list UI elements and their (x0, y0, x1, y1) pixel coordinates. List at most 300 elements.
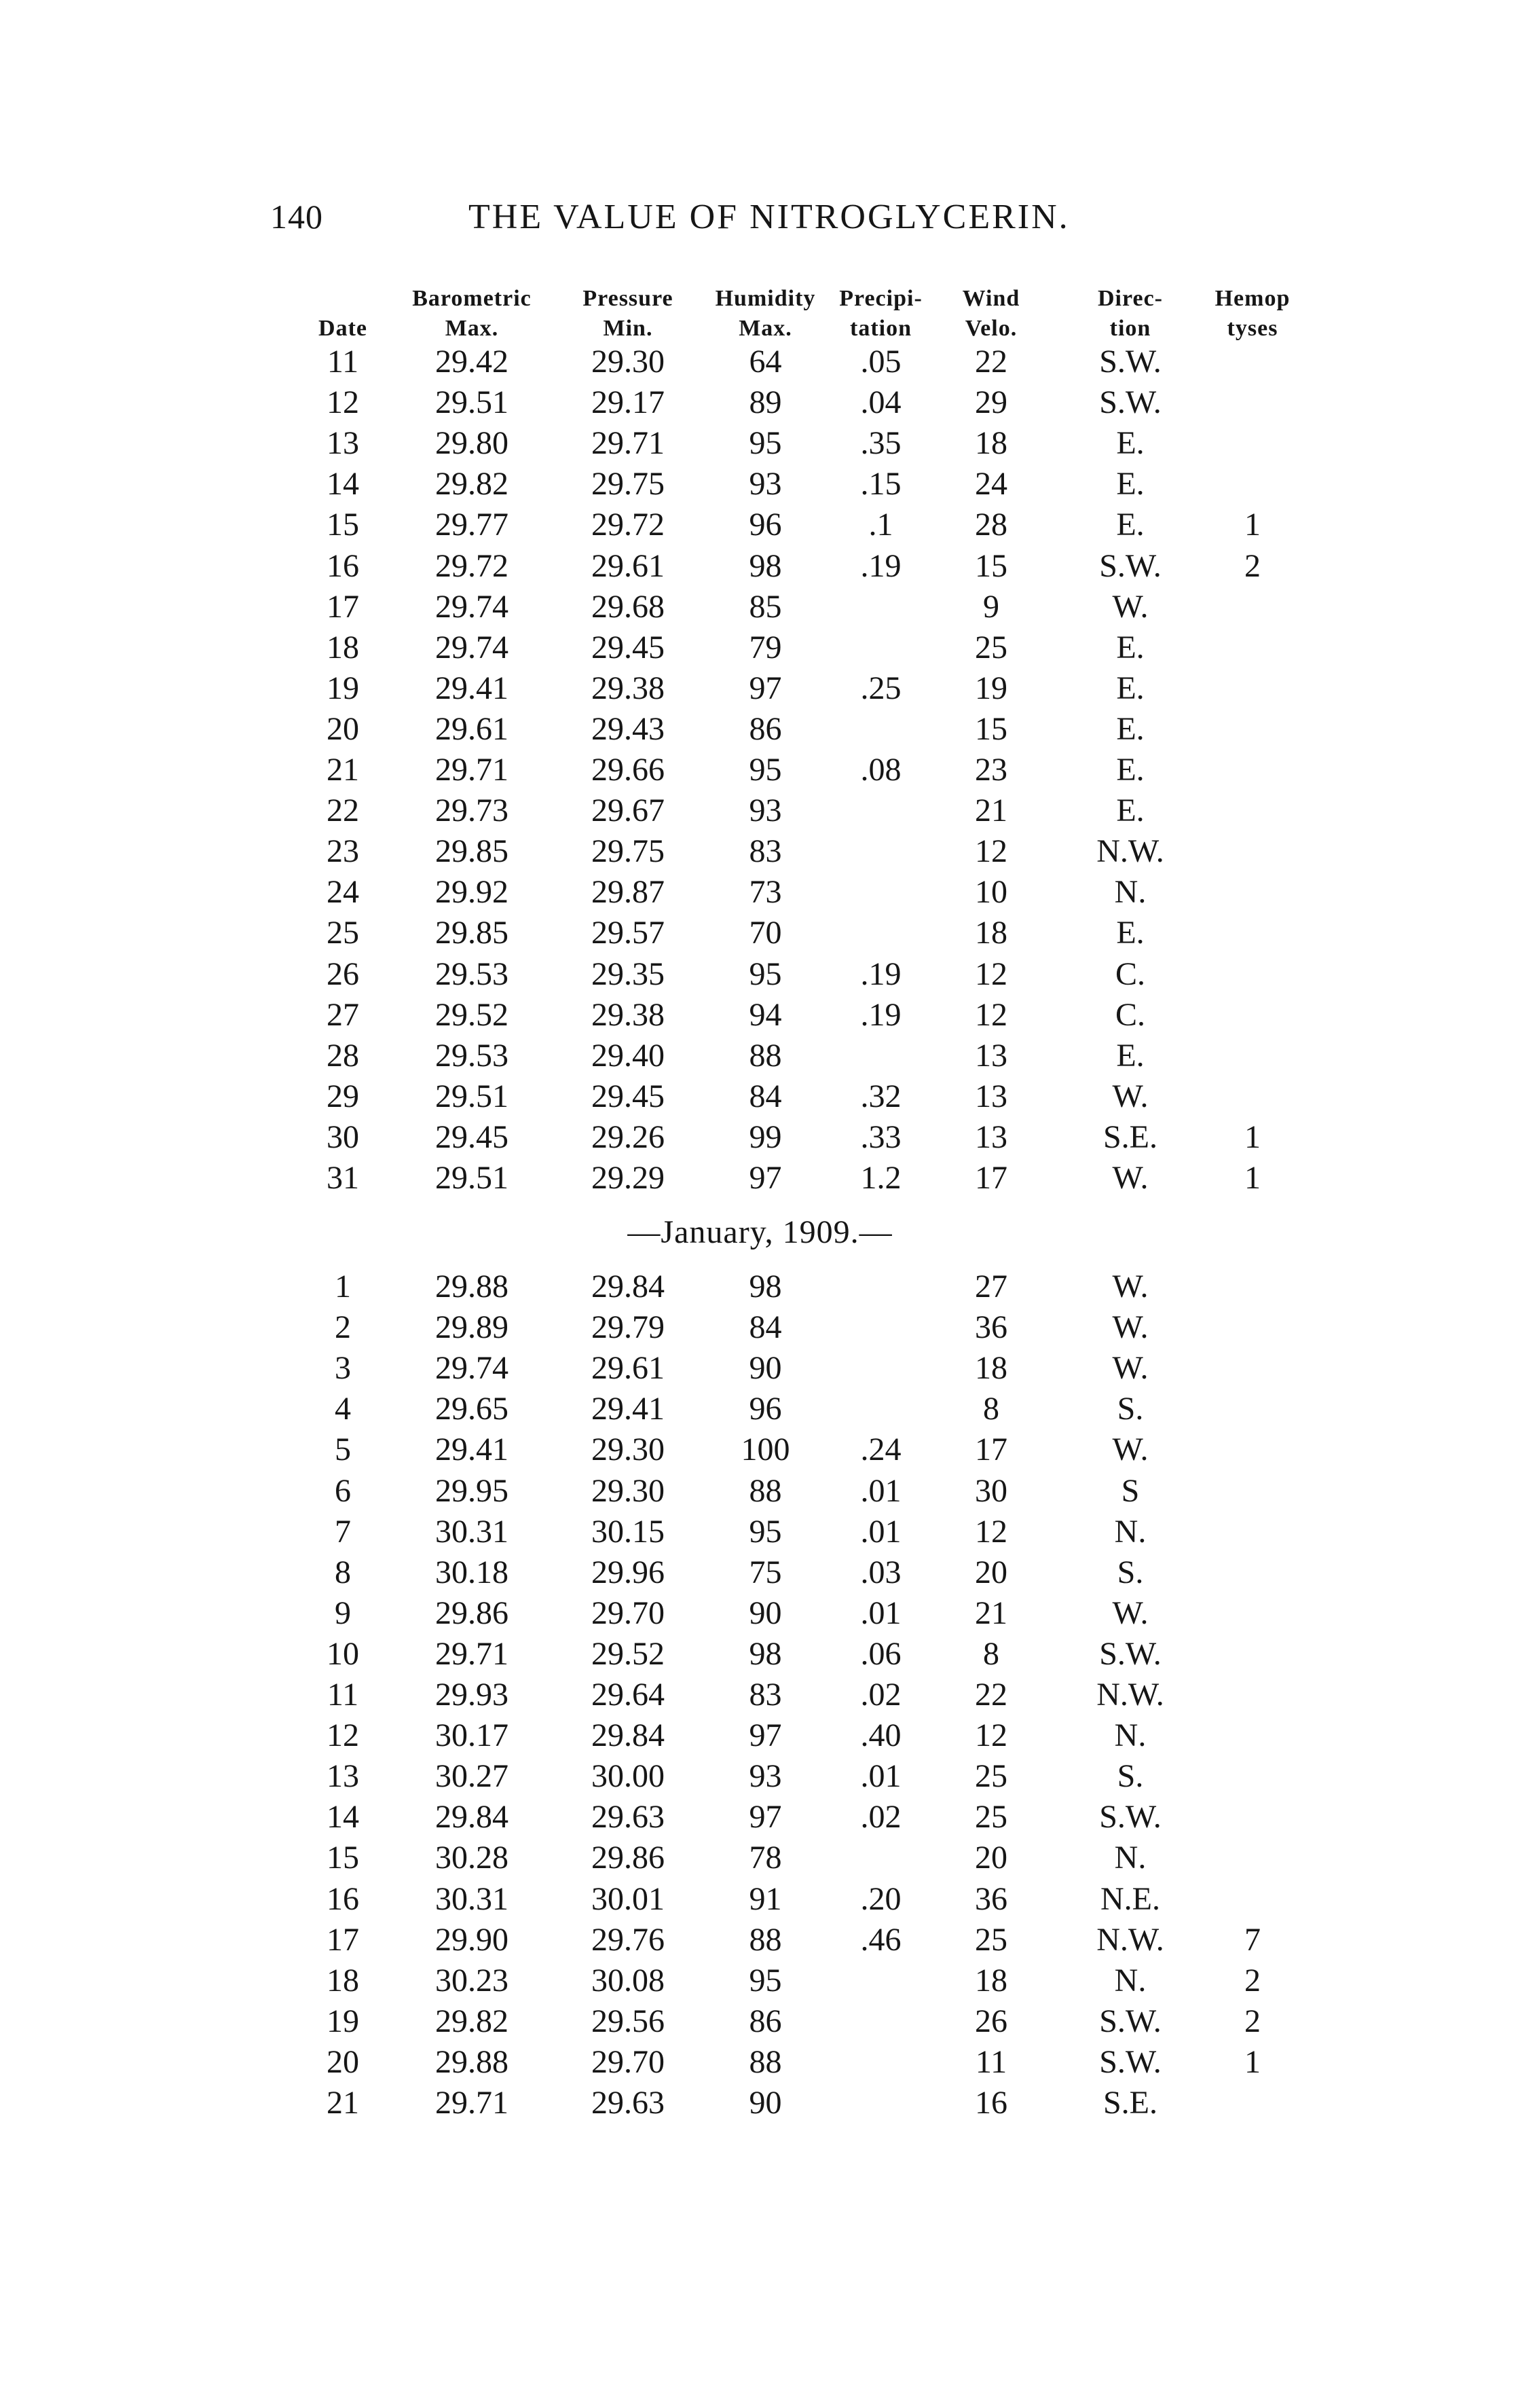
cell-barometric-max: 29.84 (435, 1799, 508, 1836)
cell-pressure-min: 29.87 (591, 874, 665, 911)
cell-date: 20 (327, 2043, 359, 2080)
cell-direction: C. (1115, 996, 1145, 1033)
cell-date: 21 (327, 2085, 359, 2121)
cell-barometric-max: 30.18 (435, 1554, 508, 1590)
cell-humidity-max: 97 (749, 1717, 782, 1754)
column-header-wind-velocity (937, 284, 1045, 344)
cell-pressure-min: 29.45 (591, 1078, 665, 1114)
cell-precipitation: .02 (860, 1677, 902, 1713)
table-row (0, 668, 1520, 709)
cell-date: 25 (327, 915, 359, 951)
cell-barometric-max: 29.51 (435, 1078, 508, 1114)
cell-date: 28 (327, 1037, 359, 1074)
table-row (0, 2042, 1520, 2083)
cell-date: 20 (327, 710, 359, 747)
cell-pressure-min: 29.79 (591, 1309, 665, 1346)
cell-precipitation: .25 (860, 670, 902, 706)
cell-humidity-max: 73 (749, 874, 782, 911)
cell-date: 1 (335, 1269, 351, 1305)
cell-barometric-max: 29.82 (435, 466, 508, 503)
cell-wind-velocity: 25 (975, 1758, 1007, 1795)
cell-wind-velocity: 18 (975, 1962, 1007, 1999)
cell-barometric-max: 29.74 (435, 588, 508, 625)
cell-precipitation: .01 (860, 1758, 902, 1795)
table-row (0, 587, 1520, 627)
cell-direction: S. (1117, 1554, 1144, 1590)
cell-wind-velocity: 13 (975, 1078, 1007, 1114)
cell-direction: W. (1112, 588, 1149, 625)
table-row (0, 1429, 1520, 1470)
table-row (0, 1838, 1520, 1878)
cell-hemoptyses: 1 (1244, 507, 1261, 543)
cell-date: 29 (327, 1078, 359, 1114)
cell-humidity-max: 84 (749, 1078, 782, 1114)
cell-barometric-max: 29.88 (435, 2043, 508, 2080)
table-row (0, 1756, 1520, 1797)
cell-pressure-min: 29.52 (591, 1635, 665, 1672)
cell-direction: S.W. (1099, 1635, 1162, 1672)
cell-date: 31 (327, 1160, 359, 1196)
cell-barometric-max: 29.52 (435, 996, 508, 1033)
cell-direction: E. (1116, 915, 1145, 951)
cell-date: 14 (327, 1799, 359, 1836)
cell-humidity-max: 91 (749, 1880, 782, 1917)
cell-humidity-max: 96 (749, 507, 782, 543)
table-row (0, 627, 1520, 668)
cell-pressure-min: 30.01 (591, 1880, 665, 1917)
table-row (0, 1715, 1520, 1756)
cell-precipitation: .32 (860, 1078, 902, 1114)
cell-hemoptyses: 7 (1244, 1921, 1261, 1958)
cell-wind-velocity: 22 (975, 1677, 1007, 1713)
cell-pressure-min: 29.72 (591, 507, 665, 543)
table-row (0, 790, 1520, 831)
cell-humidity-max: 95 (749, 955, 782, 992)
cell-wind-velocity: 18 (975, 1350, 1007, 1387)
cell-direction: E. (1116, 670, 1145, 706)
column-header-pressure-min-line-2: Min. (603, 316, 653, 341)
table-row (0, 1076, 1520, 1117)
cell-barometric-max: 30.31 (435, 1513, 508, 1550)
cell-date: 26 (327, 955, 359, 992)
cell-wind-velocity: 12 (975, 833, 1007, 870)
table-row (0, 1117, 1520, 1158)
cell-direction: S (1121, 1472, 1140, 1509)
cell-barometric-max: 29.45 (435, 1118, 508, 1155)
cell-wind-velocity: 24 (975, 466, 1007, 503)
cell-barometric-max: 29.53 (435, 955, 508, 992)
cell-pressure-min: 29.29 (591, 1160, 665, 1196)
cell-wind-velocity: 19 (975, 670, 1007, 706)
table-row (0, 750, 1520, 790)
cell-date: 21 (327, 752, 359, 788)
cell-direction: N. (1114, 1962, 1147, 1999)
cell-direction: S.W. (1099, 547, 1162, 584)
cell-humidity-max: 95 (749, 425, 782, 462)
table-row (0, 464, 1520, 505)
cell-barometric-max: 29.71 (435, 2085, 508, 2121)
cell-pressure-min: 29.96 (591, 1554, 665, 1590)
cell-precipitation: .19 (860, 547, 902, 584)
table-row (0, 913, 1520, 953)
column-header-pressure-min-line-1: Pressure (582, 286, 673, 311)
cell-direction: C. (1115, 955, 1145, 992)
cell-pressure-min: 29.45 (591, 629, 665, 665)
cell-barometric-max: 29.71 (435, 752, 508, 788)
cell-barometric-max: 29.41 (435, 670, 508, 706)
cell-wind-velocity: 15 (975, 710, 1007, 747)
cell-barometric-max: 29.53 (435, 1037, 508, 1074)
table-row (0, 1471, 1520, 1512)
cell-humidity-max: 90 (749, 2085, 782, 2121)
cell-pressure-min: 29.41 (591, 1391, 665, 1427)
cell-wind-velocity: 18 (975, 425, 1007, 462)
cell-direction: E. (1116, 507, 1145, 543)
column-header-hemoptyses-line-2: tyses (1227, 316, 1278, 341)
cell-pressure-min: 29.26 (591, 1118, 665, 1155)
column-header-direction-line-1: Direc- (1098, 286, 1163, 311)
cell-humidity-max: 64 (749, 344, 782, 380)
cell-direction: W. (1112, 1350, 1149, 1387)
cell-barometric-max: 30.27 (435, 1758, 508, 1795)
table-row (0, 1634, 1520, 1675)
cell-direction: S.W. (1099, 344, 1162, 380)
cell-direction: S.W. (1099, 2003, 1162, 2039)
cell-wind-velocity: 27 (975, 1269, 1007, 1305)
cell-precipitation: .46 (860, 1921, 902, 1958)
cell-precipitation: .01 (860, 1513, 902, 1550)
cell-pressure-min: 29.75 (591, 466, 665, 503)
cell-precipitation: .35 (860, 425, 902, 462)
cell-pressure-min: 29.43 (591, 710, 665, 747)
column-header-humidity-max-line-2: Max. (739, 316, 792, 341)
cell-date: 12 (327, 384, 359, 421)
cell-humidity-max: 100 (741, 1431, 790, 1468)
cell-barometric-max: 29.65 (435, 1391, 508, 1427)
cell-pressure-min: 29.38 (591, 670, 665, 706)
cell-humidity-max: 98 (749, 1635, 782, 1672)
cell-wind-velocity: 11 (975, 2043, 1007, 2080)
cell-pressure-min: 29.76 (591, 1921, 665, 1958)
cell-date: 6 (335, 1472, 351, 1509)
cell-direction: S.W. (1099, 2043, 1162, 2080)
cell-direction: E. (1116, 425, 1145, 462)
cell-humidity-max: 98 (749, 1269, 782, 1305)
cell-pressure-min: 29.63 (591, 1799, 665, 1836)
cell-wind-velocity: 17 (975, 1160, 1007, 1196)
cell-direction: W. (1112, 1078, 1149, 1114)
cell-humidity-max: 88 (749, 1037, 782, 1074)
cell-direction: W. (1112, 1269, 1149, 1305)
cell-wind-velocity: 8 (983, 1635, 999, 1672)
cell-barometric-max: 29.71 (435, 1635, 508, 1672)
table-row (0, 872, 1520, 913)
cell-wind-velocity: 28 (975, 507, 1007, 543)
table-row (0, 342, 1520, 382)
cell-precipitation: .08 (860, 752, 902, 788)
column-header-precipitation (825, 284, 937, 344)
column-header-direction (1049, 284, 1212, 344)
page-number: 140 (270, 198, 323, 236)
cell-barometric-max: 29.86 (435, 1594, 508, 1631)
cell-humidity-max: 95 (749, 1962, 782, 1999)
table-row (0, 1512, 1520, 1552)
cell-wind-velocity: 17 (975, 1431, 1007, 1468)
cell-barometric-max: 29.93 (435, 1677, 508, 1713)
cell-precipitation: .40 (860, 1717, 902, 1754)
cell-date: 5 (335, 1431, 351, 1468)
cell-direction: E. (1116, 710, 1145, 747)
table-row (0, 423, 1520, 464)
cell-pressure-min: 30.08 (591, 1962, 665, 1999)
table-row (0, 1266, 1520, 1307)
cell-direction: N.E. (1100, 1880, 1160, 1917)
cell-humidity-max: 93 (749, 1758, 782, 1795)
table-row (0, 954, 1520, 995)
cell-barometric-max: 29.89 (435, 1309, 508, 1346)
cell-date: 17 (327, 1921, 359, 1958)
cell-pressure-min: 29.30 (591, 1431, 665, 1468)
page-title: THE VALUE OF NITROGLYCERIN. (468, 198, 1070, 236)
cell-humidity-max: 93 (749, 466, 782, 503)
cell-date: 13 (327, 1758, 359, 1795)
cell-direction: S.W. (1099, 1799, 1162, 1836)
cell-date: 18 (327, 1962, 359, 1999)
cell-date: 7 (335, 1513, 351, 1550)
cell-pressure-min: 29.38 (591, 996, 665, 1033)
cell-date: 15 (327, 507, 359, 543)
cell-direction: N.W. (1096, 1677, 1164, 1713)
cell-humidity-max: 97 (749, 670, 782, 706)
cell-humidity-max: 83 (749, 1677, 782, 1713)
cell-date: 9 (335, 1594, 351, 1631)
cell-wind-velocity: 9 (983, 588, 999, 625)
column-header-wind-velocity-line-1: Wind (962, 286, 1020, 311)
cell-humidity-max: 97 (749, 1799, 782, 1836)
cell-humidity-max: 84 (749, 1309, 782, 1346)
cell-direction: N.W. (1096, 833, 1164, 870)
table-row (0, 1348, 1520, 1389)
column-header-barometric-max-line-1: Barometric (412, 286, 532, 311)
cell-humidity-max: 79 (749, 629, 782, 665)
cell-barometric-max: 29.61 (435, 710, 508, 747)
column-header-date (292, 314, 394, 344)
cell-wind-velocity: 22 (975, 344, 1007, 380)
cell-date: 16 (327, 1880, 359, 1917)
cell-pressure-min: 29.30 (591, 344, 665, 380)
cell-date: 16 (327, 547, 359, 584)
cell-date: 30 (327, 1118, 359, 1155)
column-header-humidity-max (692, 284, 838, 344)
table-row (0, 1960, 1520, 2001)
cell-wind-velocity: 36 (975, 1309, 1007, 1346)
cell-date: 3 (335, 1350, 351, 1387)
cell-pressure-min: 29.17 (591, 384, 665, 421)
cell-date: 27 (327, 996, 359, 1033)
cell-hemoptyses: 1 (1244, 2043, 1261, 2080)
cell-hemoptyses: 1 (1244, 1160, 1261, 1196)
cell-precipitation: .15 (860, 466, 902, 503)
cell-pressure-min: 29.35 (591, 955, 665, 992)
cell-hemoptyses: 2 (1244, 547, 1261, 584)
cell-date: 19 (327, 2003, 359, 2039)
table-row (0, 831, 1520, 872)
cell-direction: W. (1112, 1431, 1149, 1468)
cell-wind-velocity: 25 (975, 629, 1007, 665)
table-row (0, 1920, 1520, 1960)
table-row (0, 1036, 1520, 1076)
cell-direction: N. (1114, 1717, 1147, 1754)
cell-direction: S. (1117, 1391, 1144, 1427)
table-row (0, 1158, 1520, 1199)
cell-barometric-max: 29.51 (435, 1160, 508, 1196)
cell-hemoptyses: 2 (1244, 2003, 1261, 2039)
column-header-direction-line-2: tion (1109, 316, 1151, 341)
cell-wind-velocity: 20 (975, 1840, 1007, 1876)
cell-precipitation: .19 (860, 996, 902, 1033)
cell-direction: N.W. (1096, 1921, 1164, 1958)
cell-barometric-max: 29.85 (435, 915, 508, 951)
cell-pressure-min: 29.70 (591, 2043, 665, 2080)
cell-humidity-max: 88 (749, 1921, 782, 1958)
cell-humidity-max: 96 (749, 1391, 782, 1427)
section-label-january-1909: —January, 1909.— (627, 1214, 893, 1250)
cell-wind-velocity: 21 (975, 1594, 1007, 1631)
cell-date: 11 (327, 1677, 359, 1713)
cell-wind-velocity: 25 (975, 1799, 1007, 1836)
table-row (0, 1552, 1520, 1593)
column-header-precipitation-line-2: tation (850, 316, 912, 341)
cell-wind-velocity: 8 (983, 1391, 999, 1427)
cell-direction: E. (1116, 466, 1145, 503)
cell-humidity-max: 83 (749, 833, 782, 870)
cell-precipitation: .04 (860, 384, 902, 421)
cell-humidity-max: 78 (749, 1840, 782, 1876)
cell-date: 17 (327, 588, 359, 625)
cell-wind-velocity: 15 (975, 547, 1007, 584)
cell-direction: S.E. (1102, 2085, 1157, 2121)
cell-precipitation: .06 (860, 1635, 902, 1672)
cell-pressure-min: 29.84 (591, 1717, 665, 1754)
table-row (0, 1307, 1520, 1348)
cell-pressure-min: 29.56 (591, 2003, 665, 2039)
cell-humidity-max: 70 (749, 915, 782, 951)
table-row (0, 505, 1520, 545)
cell-date: 8 (335, 1554, 351, 1590)
cell-pressure-min: 29.40 (591, 1037, 665, 1074)
cell-humidity-max: 88 (749, 2043, 782, 2080)
cell-precipitation: .33 (860, 1118, 902, 1155)
cell-barometric-max: 30.28 (435, 1840, 508, 1876)
cell-date: 22 (327, 792, 359, 829)
cell-date: 12 (327, 1717, 359, 1754)
cell-humidity-max: 86 (749, 2003, 782, 2039)
cell-humidity-max: 90 (749, 1594, 782, 1631)
cell-direction: E. (1116, 629, 1145, 665)
cell-humidity-max: 89 (749, 384, 782, 421)
cell-wind-velocity: 13 (975, 1037, 1007, 1074)
cell-barometric-max: 29.82 (435, 2003, 508, 2039)
cell-precipitation: .01 (860, 1472, 902, 1509)
cell-direction: E. (1116, 1037, 1145, 1074)
column-header-date-line-1: Date (318, 316, 367, 341)
cell-pressure-min: 29.66 (591, 752, 665, 788)
cell-pressure-min: 29.75 (591, 833, 665, 870)
cell-pressure-min: 29.71 (591, 425, 665, 462)
column-header-pressure-min (550, 284, 706, 344)
cell-barometric-max: 29.95 (435, 1472, 508, 1509)
cell-precipitation: .05 (860, 344, 902, 380)
cell-pressure-min: 30.15 (591, 1513, 665, 1550)
column-header-precipitation-line-1: Precipi- (839, 286, 923, 311)
cell-date: 18 (327, 629, 359, 665)
cell-wind-velocity: 13 (975, 1118, 1007, 1155)
table-row (0, 1797, 1520, 1838)
column-header-wind-velocity-line-2: Velo. (965, 316, 1018, 341)
cell-precipitation: .02 (860, 1799, 902, 1836)
cell-direction: S.E. (1102, 1118, 1157, 1155)
column-header-barometric-max (394, 284, 550, 344)
cell-humidity-max: 93 (749, 792, 782, 829)
table-row (0, 546, 1520, 587)
cell-wind-velocity: 18 (975, 915, 1007, 951)
cell-date: 13 (327, 425, 359, 462)
cell-direction: W. (1112, 1594, 1149, 1631)
cell-wind-velocity: 16 (975, 2085, 1007, 2121)
cell-humidity-max: 85 (749, 588, 782, 625)
cell-pressure-min: 30.00 (591, 1758, 665, 1795)
cell-direction: S. (1117, 1758, 1144, 1795)
cell-pressure-min: 29.57 (591, 915, 665, 951)
cell-pressure-min: 29.64 (591, 1677, 665, 1713)
column-header-hemoptyses-line-1: Hemop (1215, 286, 1291, 311)
cell-date: 24 (327, 874, 359, 911)
cell-wind-velocity: 36 (975, 1880, 1007, 1917)
cell-barometric-max: 29.41 (435, 1431, 508, 1468)
cell-date: 19 (327, 670, 359, 706)
cell-humidity-max: 99 (749, 1118, 782, 1155)
cell-humidity-max: 97 (749, 1160, 782, 1196)
cell-direction: E. (1116, 752, 1145, 788)
cell-date: 15 (327, 1840, 359, 1876)
cell-barometric-max: 29.85 (435, 833, 508, 870)
running-head (0, 197, 1520, 251)
cell-wind-velocity: 10 (975, 874, 1007, 911)
cell-barometric-max: 29.88 (435, 1269, 508, 1305)
column-header-hemoptyses (1198, 284, 1307, 344)
table-row (0, 2083, 1520, 2123)
cell-wind-velocity: 12 (975, 996, 1007, 1033)
cell-barometric-max: 29.73 (435, 792, 508, 829)
cell-wind-velocity: 12 (975, 1513, 1007, 1550)
cell-date: 4 (335, 1391, 351, 1427)
cell-pressure-min: 29.63 (591, 2085, 665, 2121)
cell-humidity-max: 94 (749, 996, 782, 1033)
table-row (0, 995, 1520, 1036)
cell-precipitation: .01 (860, 1594, 902, 1631)
cell-humidity-max: 75 (749, 1554, 782, 1590)
table-row (0, 709, 1520, 750)
cell-humidity-max: 98 (749, 547, 782, 584)
cell-humidity-max: 88 (749, 1472, 782, 1509)
cell-date: 14 (327, 466, 359, 503)
cell-direction: E. (1116, 792, 1145, 829)
cell-humidity-max: 95 (749, 752, 782, 788)
cell-precipitation: .24 (860, 1431, 902, 1468)
cell-pressure-min: 29.61 (591, 1350, 665, 1387)
cell-wind-velocity: 23 (975, 752, 1007, 788)
cell-pressure-min: 29.61 (591, 547, 665, 584)
